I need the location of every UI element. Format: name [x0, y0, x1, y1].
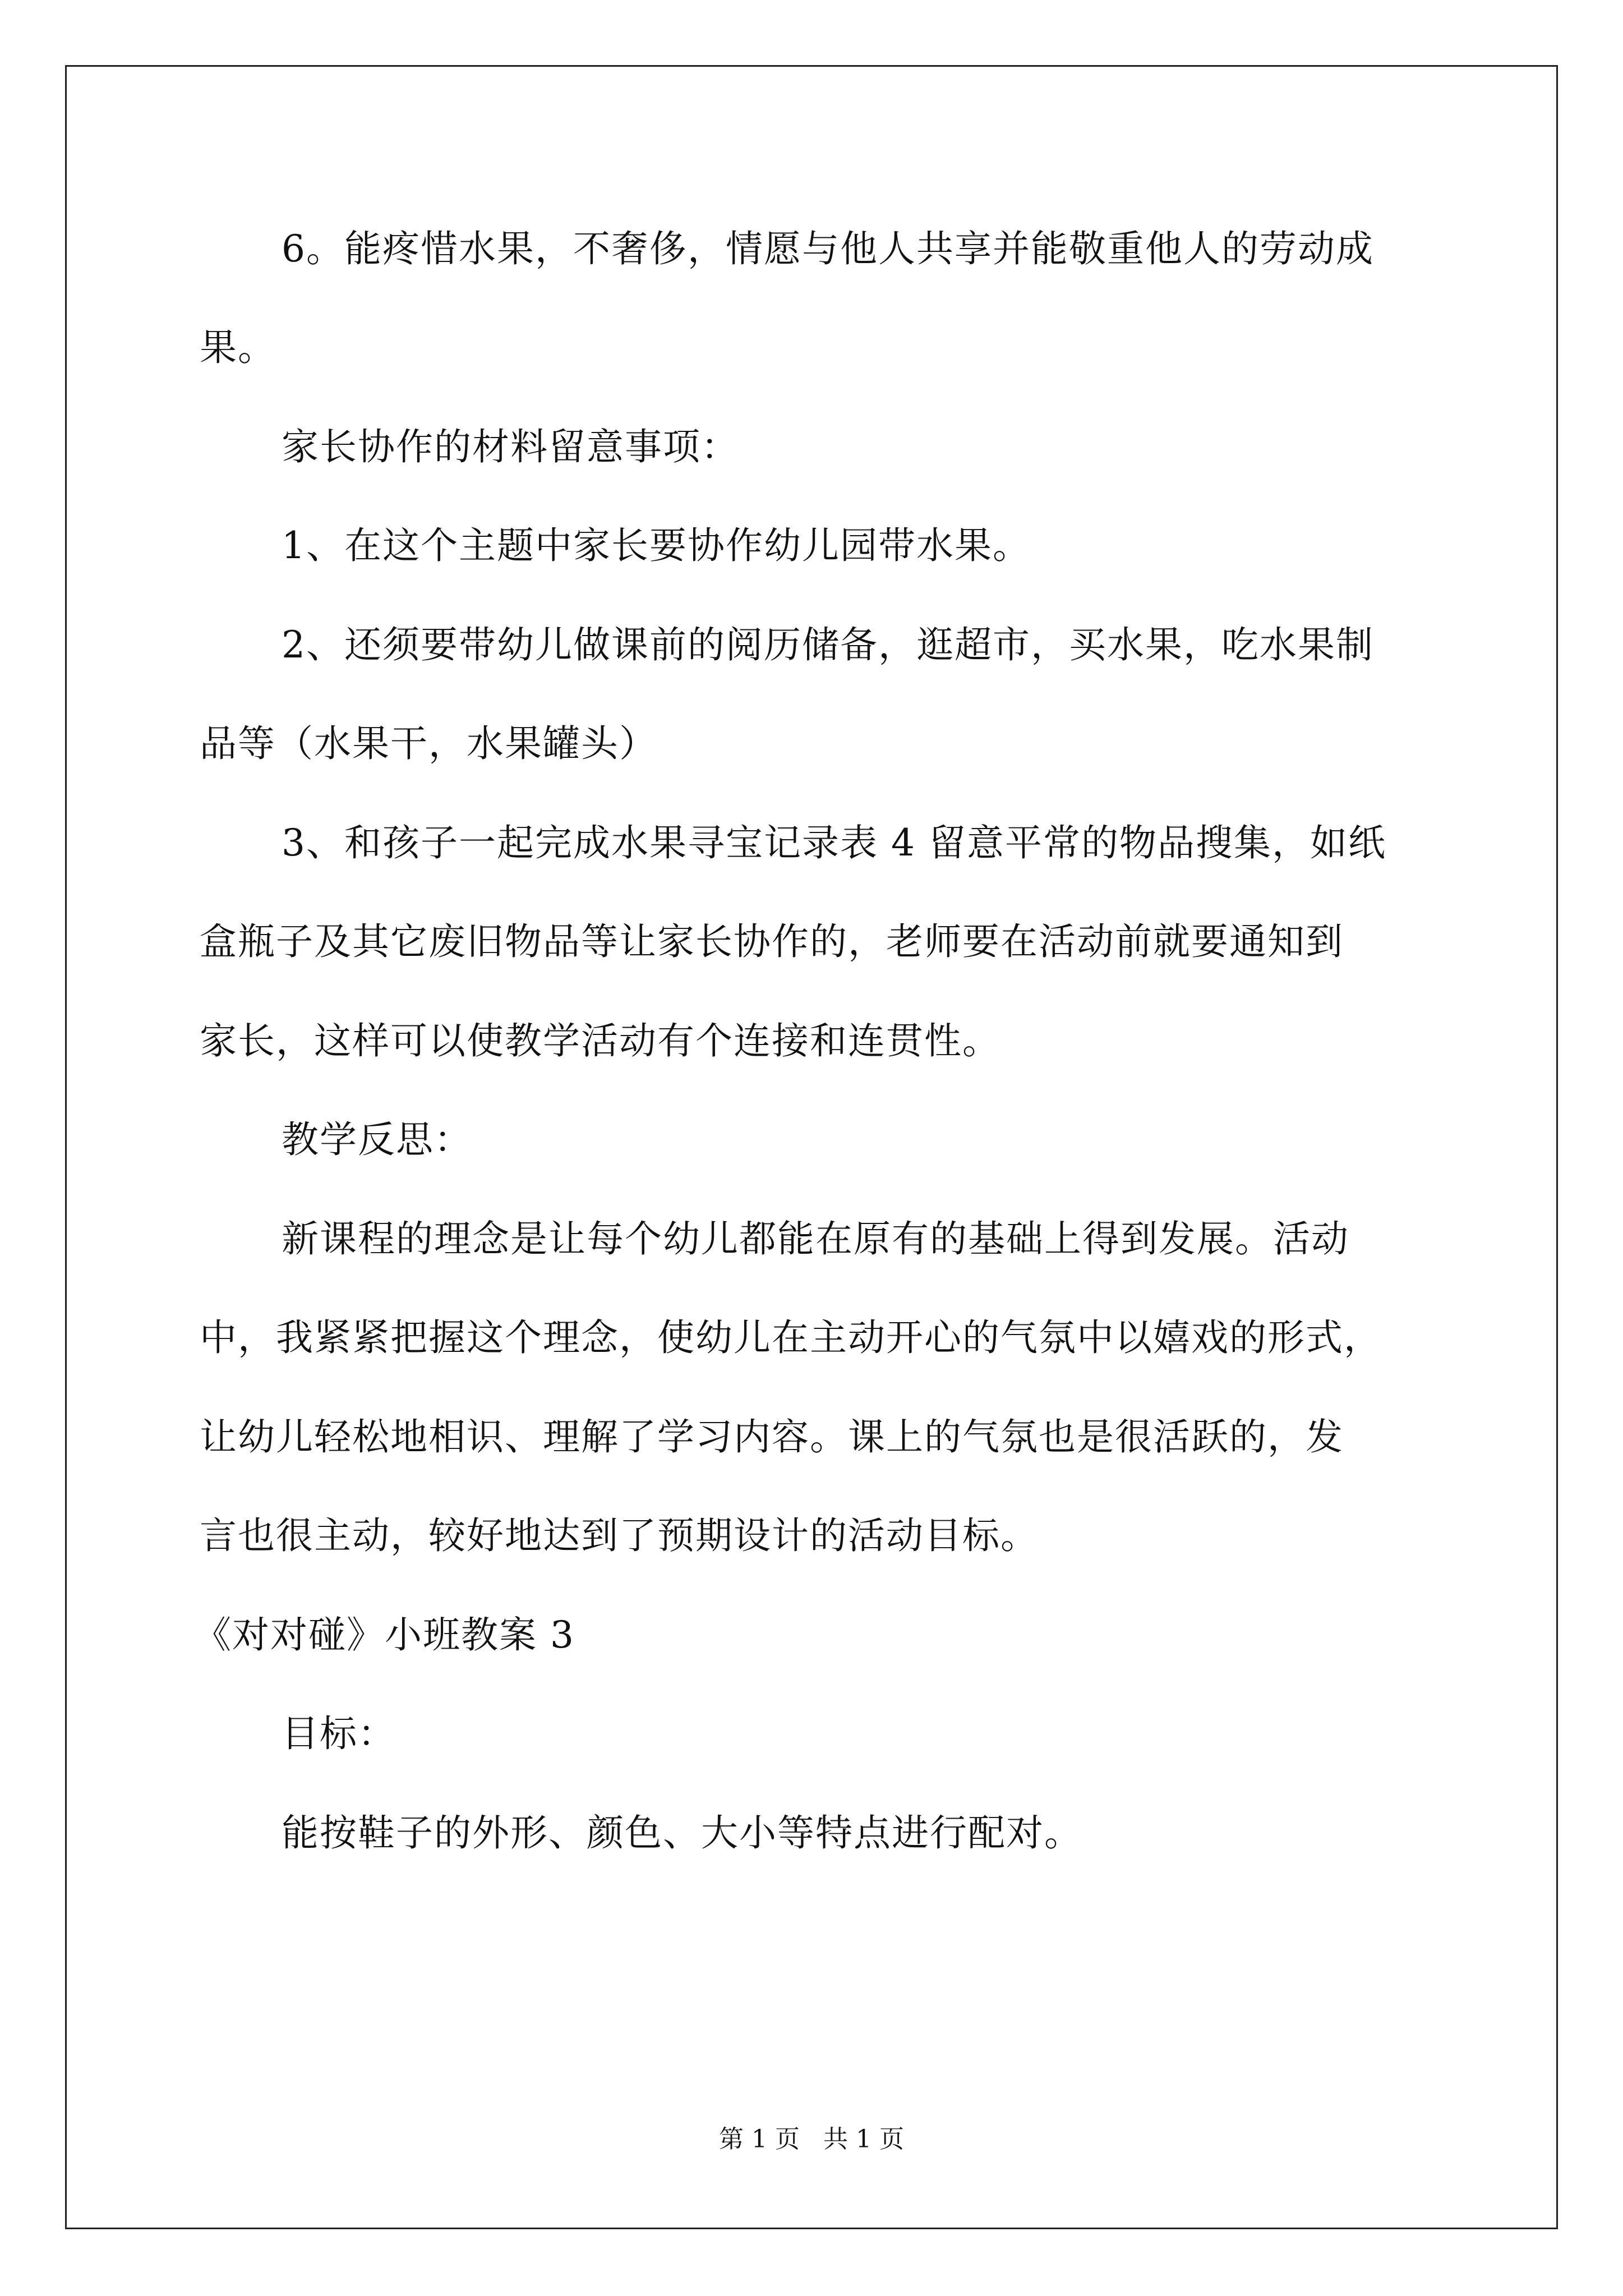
- paragraph-line-14: 言也很主动，较好地达到了预期设计的活动目标。: [200, 1514, 1039, 1557]
- paragraph-line-1: 6。能疼惜水果，不奢侈，情愿与他人共享并能敬重他人的劳动成: [282, 227, 1374, 270]
- paragraph-line-10: 教学反思：: [282, 1118, 472, 1161]
- paragraph-line-4: 1、在这个主题中家长要协作幼儿园带水果。: [282, 524, 1031, 567]
- paragraph-line-6: 品等（水果干，水果罐头）: [200, 722, 657, 765]
- section-heading: 《对对碰》小班教案 3: [194, 1613, 575, 1657]
- paragraph-line-3: 家长协作的材料留意事项：: [282, 425, 739, 468]
- paragraph-line-13: 让幼儿轻松地相识、理解了学习内容。课上的气氛也是很活跃的，发: [200, 1415, 1344, 1458]
- paragraph-line-17: 能按鞋子的外形、颜色、大小等特点进行配对。: [282, 1811, 1082, 1855]
- paragraph-line-9: 家长，这样可以使教学活动有个连接和连贯性。: [200, 1019, 1000, 1062]
- paragraph-line-5: 2、还须要带幼儿做课前的阅历储备，逛超市，买水果，吃水果制: [282, 623, 1374, 666]
- paragraph-line-16: 目标：: [282, 1712, 396, 1755]
- paragraph-line-8: 盒瓶子及其它废旧物品等让家长协作的，老师要在活动前就要通知到: [200, 920, 1344, 963]
- paragraph-line-2: 果。: [200, 326, 276, 369]
- paragraph-line-11: 新课程的理念是让每个幼儿都能在原有的基础上得到发展。活动: [282, 1217, 1349, 1260]
- paragraph-line-7: 3、和孩子一起完成水果寻宝记录表 4 留意平常的物品搜集，如纸: [282, 821, 1386, 864]
- page-footer: 第 1 页 共 1 页: [719, 2125, 904, 2154]
- paragraph-line-12: 中，我紧紧把握这个理念，使幼儿在主动开心的气氛中以嬉戏的形式，: [200, 1316, 1382, 1359]
